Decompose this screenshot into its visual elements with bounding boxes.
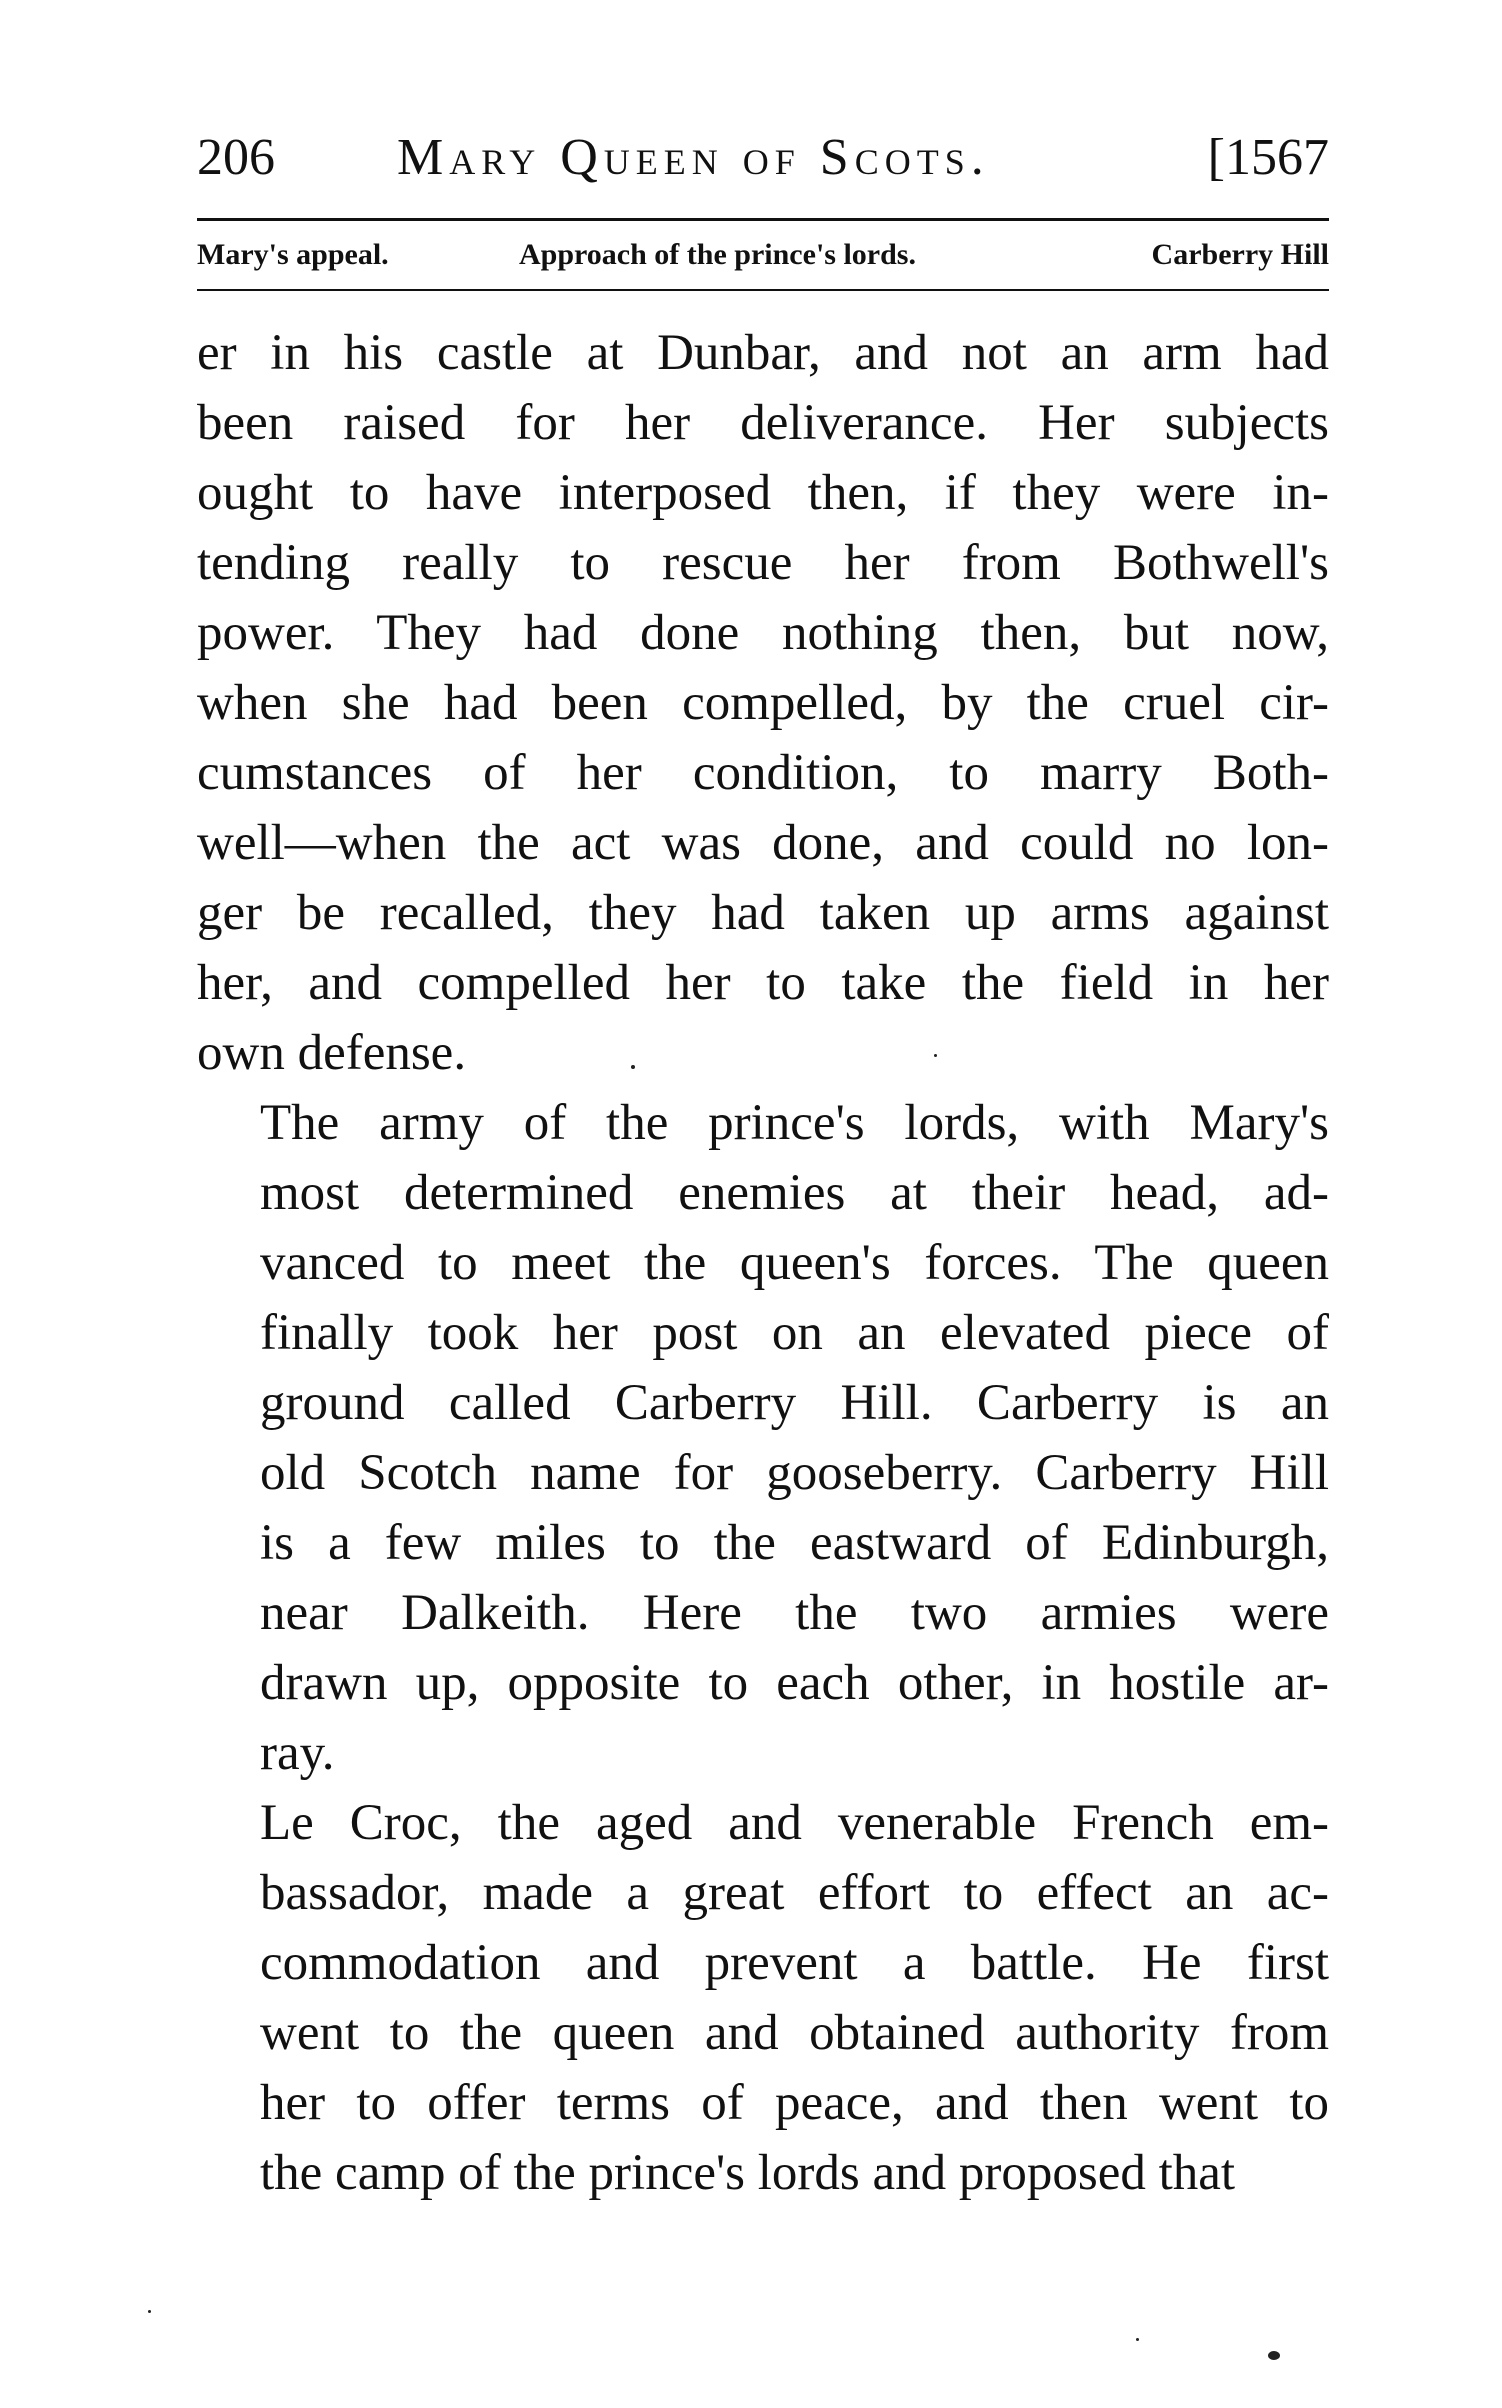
subhead-carberry-hill: Carberry Hill bbox=[1151, 238, 1329, 271]
print-speck bbox=[631, 1065, 635, 1069]
text-line: ground called Carberry Hill. Carberry is an bbox=[260, 1375, 1329, 1431]
header-rule-top bbox=[197, 218, 1329, 221]
print-speck bbox=[1136, 2338, 1139, 2341]
text-line: the camp of the prince's lords and proposed that bbox=[260, 2145, 1236, 2201]
body-text bbox=[197, 318, 1329, 2208]
text-line: er in his castle at Dunbar, and not an arm had bbox=[197, 325, 1329, 381]
running-title: Mary Queen of Scots. bbox=[397, 129, 990, 186]
paragraph bbox=[197, 1088, 1329, 1788]
text-line: power. They had done nothing then, but now, bbox=[197, 605, 1329, 661]
text-line: ought to have interposed then, if they were in- bbox=[197, 465, 1329, 521]
text-line: tending really to rescue her from Bothwell's bbox=[197, 535, 1329, 591]
header-rule-bottom bbox=[197, 289, 1329, 291]
text-line: near Dalkeith. Here the two armies were bbox=[260, 1585, 1329, 1641]
text-line: old Scotch name for gooseberry. Carberry Hill bbox=[260, 1445, 1329, 1501]
text-line: when she had been compelled, by the cruel cir- bbox=[197, 675, 1329, 731]
text-line: been raised for her deliverance. Her subjects bbox=[197, 395, 1329, 451]
print-speck bbox=[148, 2310, 151, 2313]
text-line: ray. bbox=[260, 1725, 335, 1781]
text-line: vanced to meet the queen's forces. The queen bbox=[260, 1235, 1329, 1291]
book-page bbox=[197, 0, 1329, 2408]
text-line: most determined enemies at their head, ad- bbox=[260, 1165, 1329, 1221]
text-line: finally took her post on an elevated piece of bbox=[260, 1305, 1329, 1361]
text-line: her, and compelled her to take the field in her bbox=[197, 955, 1329, 1011]
text-line: drawn up, opposite to each other, in hostile ar- bbox=[260, 1655, 1329, 1711]
print-speck bbox=[1268, 2351, 1280, 2360]
print-speck bbox=[934, 1054, 937, 1057]
page-number: 206 bbox=[197, 129, 275, 186]
text-line: went to the queen and obtained authority from bbox=[260, 2005, 1329, 2061]
subhead-approach: Approach of the prince's lords. bbox=[519, 238, 916, 271]
text-line: cumstances of her condition, to marry Both- bbox=[197, 745, 1329, 801]
paragraph bbox=[197, 318, 1329, 1088]
text-line: Le Croc, the aged and venerable French em- bbox=[260, 1795, 1329, 1851]
text-line: The army of the prince's lords, with Mary's bbox=[260, 1095, 1329, 1151]
subhead-marys-appeal: Mary's appeal. bbox=[197, 238, 389, 271]
running-header bbox=[197, 128, 1329, 198]
text-line: ger be recalled, they had taken up arms against bbox=[197, 885, 1329, 941]
text-line: commodation and prevent a battle. He first bbox=[260, 1935, 1329, 1991]
marginal-subheads bbox=[197, 238, 1329, 282]
text-line: is a few miles to the eastward of Edinburgh, bbox=[260, 1515, 1329, 1571]
text-line: own defense. bbox=[197, 1025, 467, 1081]
text-line: bassador, made a great effort to effect an ac- bbox=[260, 1865, 1329, 1921]
year-marker: [1567 bbox=[1207, 129, 1329, 186]
paragraph bbox=[197, 1788, 1329, 2208]
text-line: well—when the act was done, and could no lon- bbox=[197, 815, 1329, 871]
text-line: her to offer terms of peace, and then went to bbox=[260, 2075, 1329, 2131]
